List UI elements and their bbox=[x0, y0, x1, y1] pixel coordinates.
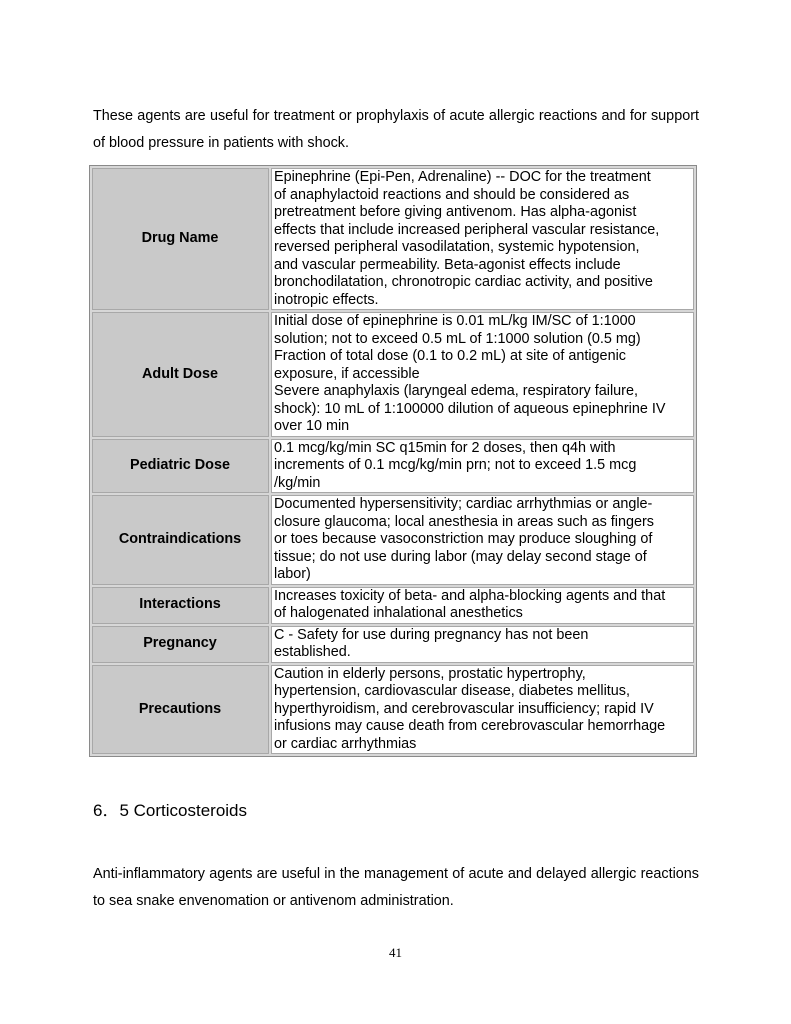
text-line: and vascular permeability. Beta-agonist effects include bbox=[274, 256, 621, 273]
row-value-contraindications bbox=[271, 495, 694, 585]
row-label-drug-name: Drug Name bbox=[92, 168, 269, 310]
row-label-interactions: Interactions bbox=[92, 587, 269, 624]
table-row bbox=[92, 439, 694, 494]
text-line: of halogenated inhalational anesthetics bbox=[274, 605, 523, 621]
text-line: C - Safety for use during pregnancy has not been bbox=[274, 626, 589, 643]
text-line: /kg/min bbox=[274, 474, 321, 491]
row-label-pediatric-dose: Pediatric Dose bbox=[92, 439, 269, 494]
text-line: Fraction of total dose (0.1 to 0.2 mL) at site of antigenic bbox=[274, 348, 626, 364]
row-value-pregnancy bbox=[271, 626, 694, 663]
text-line: hyperthyroidism, and cerebrovascular insufficiency; rapid IV bbox=[274, 700, 654, 717]
text-line: bronchodilatation, chronotropic cardiac activity, and positive bbox=[274, 274, 653, 290]
page-number: 41 bbox=[389, 945, 402, 960]
text-line: hypertension, cardiovascular disease, diabetes mellitus, bbox=[274, 683, 630, 699]
text-line: Initial dose of epinephrine is 0.01 mL/kg IM/SC of 1:1000 bbox=[274, 313, 636, 329]
text-line: 0.1 mcg/kg/min SC q15min for 2 doses, then q4h with bbox=[274, 439, 616, 456]
row-label-contraindications: Contraindications bbox=[92, 495, 269, 585]
text-line: Epinephrine (Epi-Pen, Adrenaline) -- DOC for the treatment bbox=[274, 169, 651, 185]
text-line: solution; not to exceed 0.5 mL of 1:1000 solution (0.5 mg) bbox=[274, 330, 641, 347]
text-line: over 10 min bbox=[274, 418, 350, 434]
row-value-pediatric-dose bbox=[271, 439, 694, 494]
table-row bbox=[92, 495, 694, 585]
text-line: inotropic effects. bbox=[274, 291, 379, 308]
text-line: or toes because vasoconstriction may produce sloughing of bbox=[274, 531, 653, 547]
row-label-precautions: Precautions bbox=[92, 665, 269, 755]
text-line: of anaphylactoid reactions and should be considered as bbox=[274, 186, 630, 203]
table-row bbox=[92, 665, 694, 755]
text-line: Severe anaphylaxis (laryngeal edema, respiratory failure, bbox=[274, 383, 638, 399]
table-row bbox=[92, 312, 694, 437]
text-line: effects that include increased peripheral vascular resistance, bbox=[274, 221, 660, 238]
row-label-pregnancy: Pregnancy bbox=[92, 626, 269, 663]
text-line: labor) bbox=[274, 566, 311, 582]
table-row bbox=[92, 587, 694, 624]
table-row bbox=[92, 168, 694, 310]
text-line: or cardiac arrhythmias bbox=[274, 735, 417, 752]
text-line: shock): 10 mL of 1:100000 dilution of aqueous epinephrine IV bbox=[274, 400, 666, 417]
row-value-drug-name bbox=[271, 168, 694, 310]
table-row bbox=[92, 626, 694, 663]
text-line: increments of 0.1 mcg/kg/min prn; not to exceed 1.5 mcg bbox=[274, 457, 637, 473]
drug-info-table bbox=[89, 165, 697, 757]
text-line: Caution in elderly persons, prostatic hypertrophy, bbox=[274, 665, 586, 682]
text-line: infusions may cause death from cerebrovascular hemorrhage bbox=[274, 718, 666, 734]
row-value-interactions bbox=[271, 587, 694, 624]
text-line: closure glaucoma; local anesthesia in areas such as fingers bbox=[274, 513, 654, 530]
row-value-precautions bbox=[271, 665, 694, 755]
closing-paragraph: Anti-inflammatory agents are useful in the management of acute and delayed allergic reactions to sea snake envenomation or antivenom administration. bbox=[93, 866, 699, 910]
row-value-adult-dose bbox=[271, 312, 694, 437]
text-line: Documented hypersensitivity; cardiac arrhythmias or angle- bbox=[274, 496, 653, 512]
intro-paragraph: These agents are useful for treatment or prophylaxis of acute allergic reactions and for support of blood pressure in patients with shock. bbox=[93, 108, 699, 152]
section-heading: 6．5 Corticosteroids bbox=[93, 801, 248, 820]
text-line: exposure, if accessible bbox=[274, 365, 420, 382]
text-line: tissue; do not use during labor (may delay second stage of bbox=[274, 548, 647, 565]
row-label-adult-dose: Adult Dose bbox=[92, 312, 269, 437]
text-line: reversed peripheral vasodilatation, systemic hypotension, bbox=[274, 239, 640, 255]
text-line: established. bbox=[274, 644, 351, 660]
text-line: Increases toxicity of beta- and alpha-blocking agents and that bbox=[274, 587, 666, 604]
text-line: pretreatment before giving antivenom. Has alpha-agonist bbox=[274, 204, 637, 220]
